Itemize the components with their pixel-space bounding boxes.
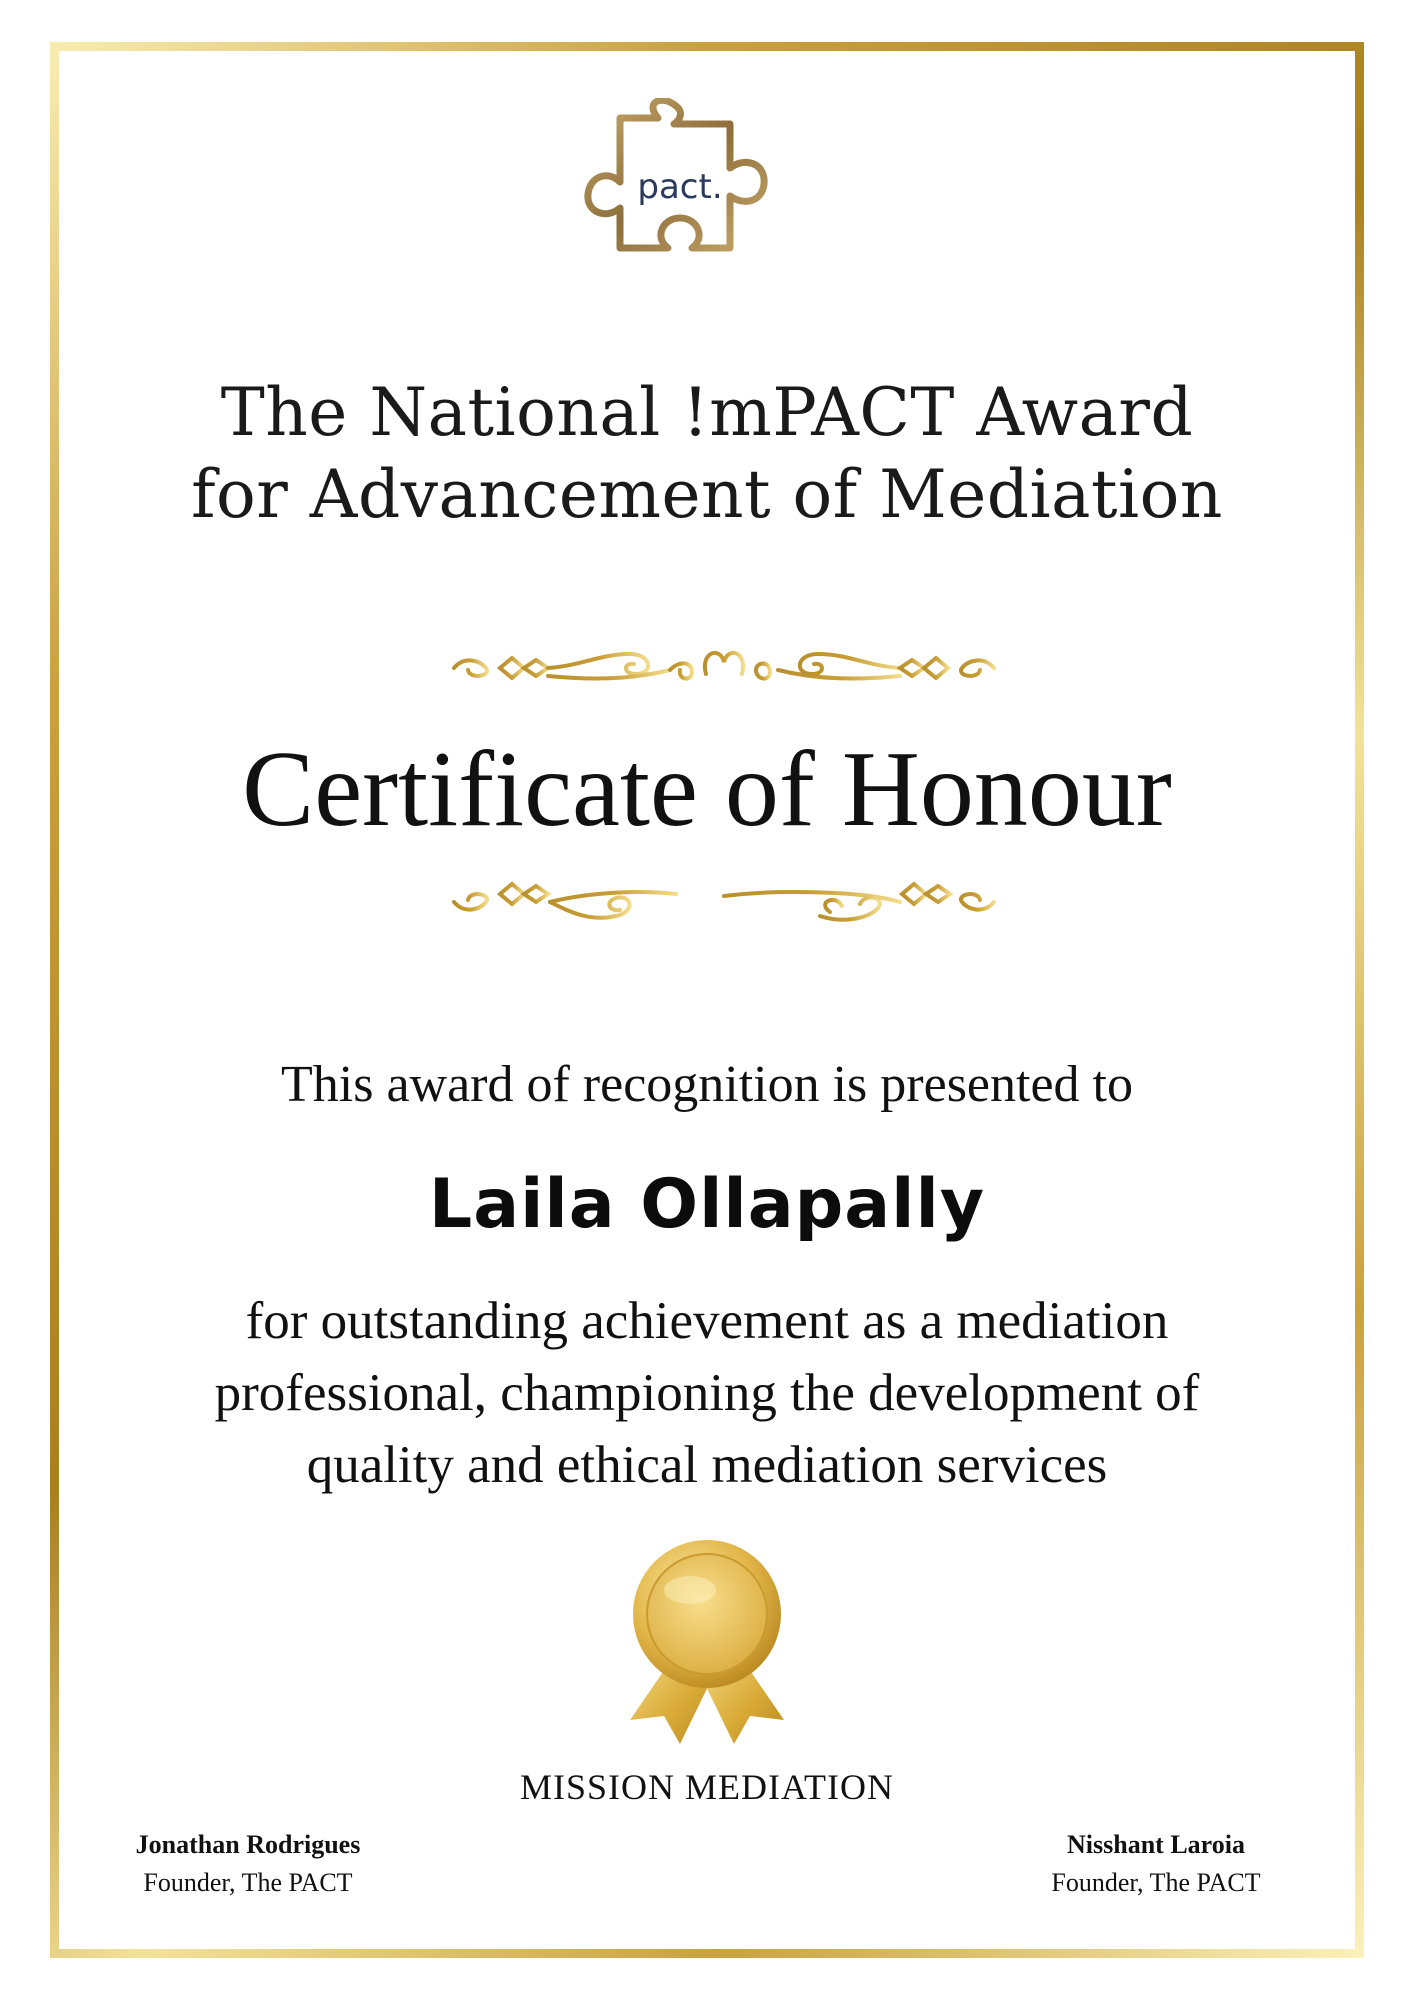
signatory-role: Founder, The PACT [143, 1868, 353, 1897]
gold-flourish-divider-bottom [440, 872, 1008, 932]
signatory-right [1006, 1828, 1306, 1904]
gold-medal-icon [620, 1530, 794, 1750]
recipient-name: Laila Ollapally [428, 1165, 986, 1244]
citation-line-1: for outstanding achievement as a mediation [245, 1292, 1169, 1350]
citation-line-2: professional, championing the development of [214, 1364, 1200, 1422]
certificate-title: Certificate of Honour [242, 730, 1172, 849]
award-title-line-2: for Advancement of Mediation [191, 456, 1223, 533]
citation-line-3: quality and ethical mediation services [306, 1436, 1108, 1494]
citation-text [0, 1285, 1414, 1501]
award-title [0, 372, 1414, 536]
gold-flourish-divider-top [440, 640, 1008, 700]
signatory-name: Jonathan Rodrigues [135, 1830, 361, 1859]
logo-text: pact. [637, 167, 723, 207]
presentation-intro: This award of recognition is presented to [281, 1056, 1133, 1113]
signatory-left [98, 1828, 398, 1904]
puzzle-piece-icon [580, 98, 780, 276]
program-name: MISSION MEDIATION [520, 1767, 894, 1807]
signatory-role: Founder, The PACT [1051, 1868, 1261, 1897]
signatory-name: Nisshant Laroia [1067, 1830, 1245, 1859]
award-title-line-1: The National !mPACT Award [220, 374, 1194, 451]
